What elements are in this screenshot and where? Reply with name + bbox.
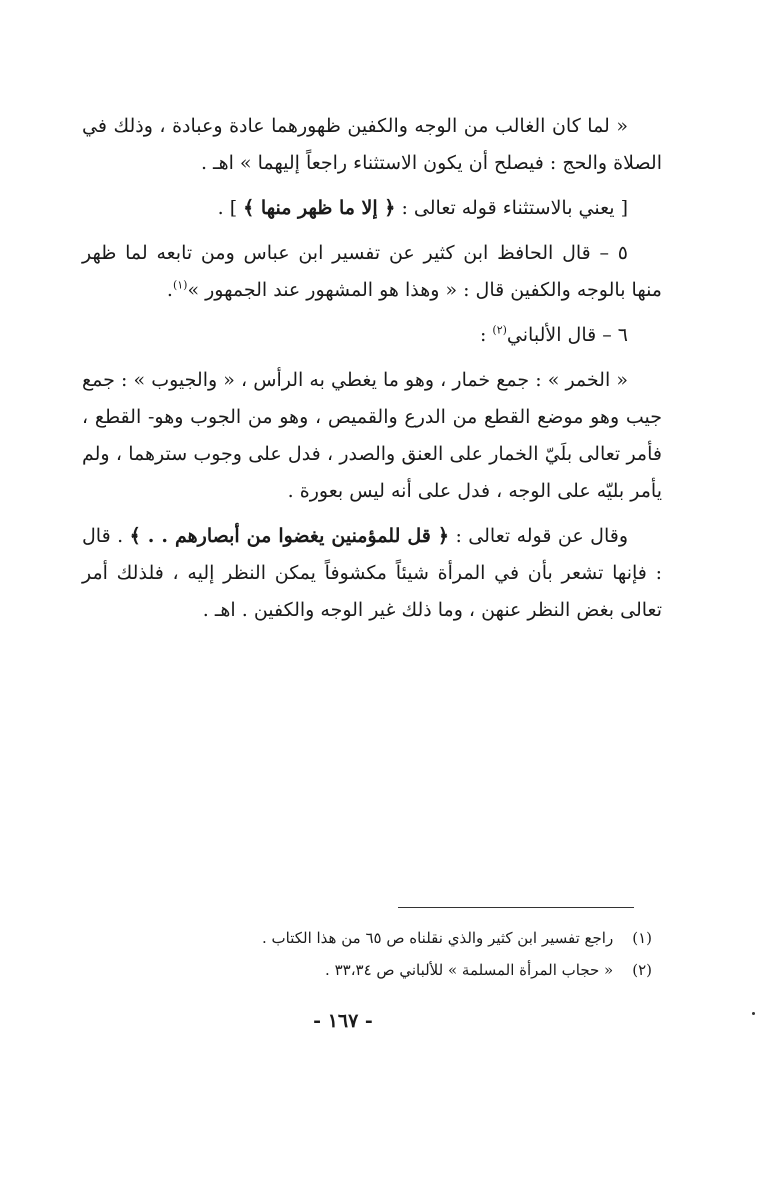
paragraph-1 [82,108,662,182]
footnote-2-number: (٢) [632,961,652,979]
footnote-separator [398,907,634,908]
paragraph-6-line-2: فإنها تشعر بأن في المرأة شيئاً مكشوفاً يمكن النظر إليه ، فلذلك أمر تعالى بغض [82,562,662,621]
paragraph-1-line-2: والحج : فيصلح أن يكون الاستثناء راجعاً إليهما » اهـ . [200,152,608,174]
footnote-1 [120,922,652,954]
paragraph-6-continuation: . قال : [82,525,662,584]
paragraph-4 [82,317,662,354]
footnote-ref-2[interactable]: (٢) [492,323,507,337]
main-text [82,108,662,629]
paragraph-3-line-1: ٥ – قال الحافظ ابن كثير عن تفسير ابن عباس ومن تابعه لما ظهر منها بالوجه [82,242,662,301]
paragraph-4-heading: ٦ – قال الألباني [506,324,628,346]
paragraph-5-line-3: تعالى بلَيّ الخمار على العنق والصدر ، فدل على وجوب سترهما ، ولم يأمر بليّه [82,443,662,502]
page-number: - ١٦٧ - [313,1010,373,1032]
paragraph-5-line-1: « الخمر » : جمع خمار ، وهو ما يغطي به الرأس ، « والجيوب » : جمع جيب [82,369,662,428]
paragraph-2-intro: [ يعني بالاستثناء قوله تعالى : [395,197,628,219]
paragraph-6 [82,518,662,629]
footnote-ref-1[interactable]: (١) [172,278,188,292]
paragraph-5-line-2: وهو موضع القطع من الدرع والقميص ، وهو من الجوب وهو- القطع ، فأمر [82,406,662,465]
paragraph-3 [82,235,662,309]
footnote-1-number: (١) [632,929,652,947]
scan-mark [752,1012,755,1015]
paragraph-2 [82,190,662,227]
paragraph-5 [82,362,662,510]
paragraph-5-line-4: على الوجه ، فدل على أنه ليس بعورة . [287,480,591,502]
footnotes [120,922,652,986]
paragraph-2-close: ] . [217,197,244,219]
footnote-2 [120,954,652,986]
quran-verse-1: ﴿ إلا ما ظهر منها ﴾ [243,197,396,219]
footnote-1-text: راجع تفسير ابن كثير والذي نقلناه ص ٦٥ من هذا الكتاب . [261,929,614,947]
paragraph-1-line-1: « لما كان الغالب من الوجه والكفين ظهورهما عادة وعبادة ، وذلك في الصلاة [82,115,662,174]
footnote-2-text: « حجاب المرأة المسلمة » للألباني ص ٣٣،٣٤ . [325,961,614,979]
paragraph-4-end: : [479,324,493,346]
paragraph-3-line-2: والكفين قال : « وهذا هو المشهور عند الجمهور » [187,279,571,301]
paragraph-3-end: . [166,279,173,301]
quran-verse-2: ﴿ قل للمؤمنين يغضوا من أبصارهم . . ﴾ [129,525,449,547]
paragraph-6-line-3: النظر عنهن ، وما ذلك غير الوجه والكفين . اهـ . [202,599,571,621]
paragraph-6-intro: وقال عن قوله تعالى : [449,525,628,547]
